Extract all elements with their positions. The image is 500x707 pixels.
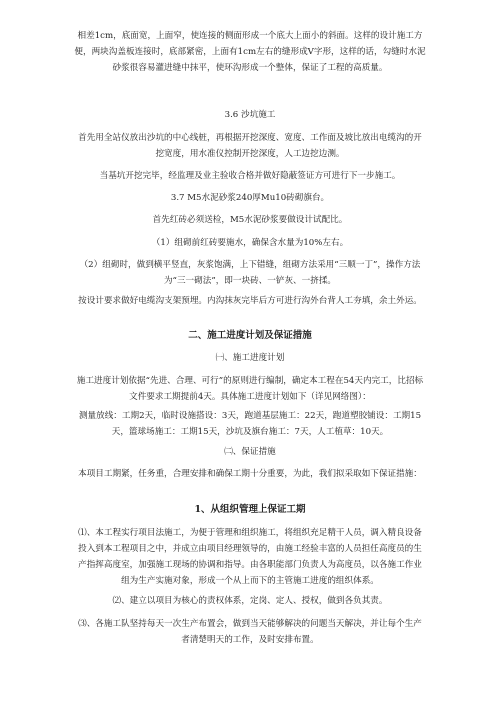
- paragraph-cable-trench-support: 按设计要求做好电缆沟支架预埋。内沟抹灰完毕后方可进行沟外台背人工夯填，余土外运。: [78, 296, 422, 306]
- paragraph-gap-design: 相差1cm，底面宽，上面窄，使连接的侧面形成一个底大上面小的斜面。这样的设计施工方便，两块沟盖板连接时，底部紧密，上面有1cm左右的缝形成V字形，这样的话，勾缝时水泥砂浆很容易灌进缝中抹平，使环沟形成一个整体，保证了工程的高质量。: [74, 31, 426, 73]
- subheading-guarantee-measures: ㈡、保证措施: [224, 447, 276, 457]
- section-heading-flag-platform: 3.7 M5水泥砂浆240厚Mu10砖砌旗台。: [170, 193, 330, 203]
- section-heading-sand-pit: 3.6 沙坑施工: [224, 110, 276, 120]
- paragraph-schedule-basis: 施工进度计划依据“先进、合理、可行”的原则进行编制，确定本工程在54天内完工，比招标文件要求工期提前4天。具体施工进度计划如下（详见网络图）：: [76, 376, 424, 402]
- paragraph-item-2-responsibility: ⑵、建立以项目为核心的责权体系，定岗、定人、授权，做到各负其责。: [112, 596, 388, 606]
- paragraph-item-1-project-management: ⑴、本工程实行项目法施工，为便于管理和组织施工，将组织充足精干人员，调入精良设备投入到本工程项目之中，并成立由项目经理领导的，由施工经验丰富的人员担任高度员的生产指挥高度室，加强施工现场的协调和指导。由各职能部门负责人为高度员，以各施工作业组为生产实施对象，形成一个从上而下的主管施工进度的组织体系。: [78, 528, 422, 586]
- paragraph-measures-intro: 本项目工期紧，任务重，合理安排和确保工期十分重要，为此，我们拟采取如下保证措施：: [78, 469, 422, 479]
- subheading-schedule-plan: ㈠、施工进度计划: [215, 353, 285, 363]
- paragraph-item-3-daily-meeting: ⑶、各施工队坚持每天一次生产布置会，做到当天能够解决的问题当天解决，并让每个生产者清楚明天的工作，及时安排布置。: [78, 619, 422, 645]
- heading-organizational-guarantee: 1、从组织管理上保证工期: [194, 504, 306, 515]
- paragraph-step-2-masonry: （2）组砌时，做到横平竖直，灰浆饱满，上下错缝，组砌方法采用“三顺一丁”，操作方法为“三一砌法”，即一块砖、一铲灰、一挤揉。: [79, 260, 421, 286]
- paragraph-brick-inspection: 首先红砖必须送检，M5水泥砂浆要做设计试配比。: [152, 215, 348, 225]
- paragraph-pit-acceptance: 当基坑开挖完毕，经监理及业主验收合格并做好隐蔽签证方可进行下一步施工。: [99, 171, 401, 181]
- paragraph-sand-pit-survey: 首先用全站仪放出沙坑的中心线桩，再根据开挖深度、宽度、工作面及坡比放出电缆沟的开挖宽度，用水准仪控制开挖深度，人工边挖边测。: [78, 133, 422, 159]
- paragraph-step-1-watering: （1）组砌前红砖要施水，确保含水量为10%左右。: [151, 238, 349, 248]
- chapter-heading-schedule: 二、施工进度计划及保证措施: [188, 330, 312, 341]
- paragraph-schedule-durations: 测量放线：工期2天，临时设施搭设：3天，跑道基层施工：22天，跑道塑胶铺设：工期15天，篮球场施工：工期15天，沙坑及旗台施工：7天，人工植草：10天。: [78, 411, 422, 437]
